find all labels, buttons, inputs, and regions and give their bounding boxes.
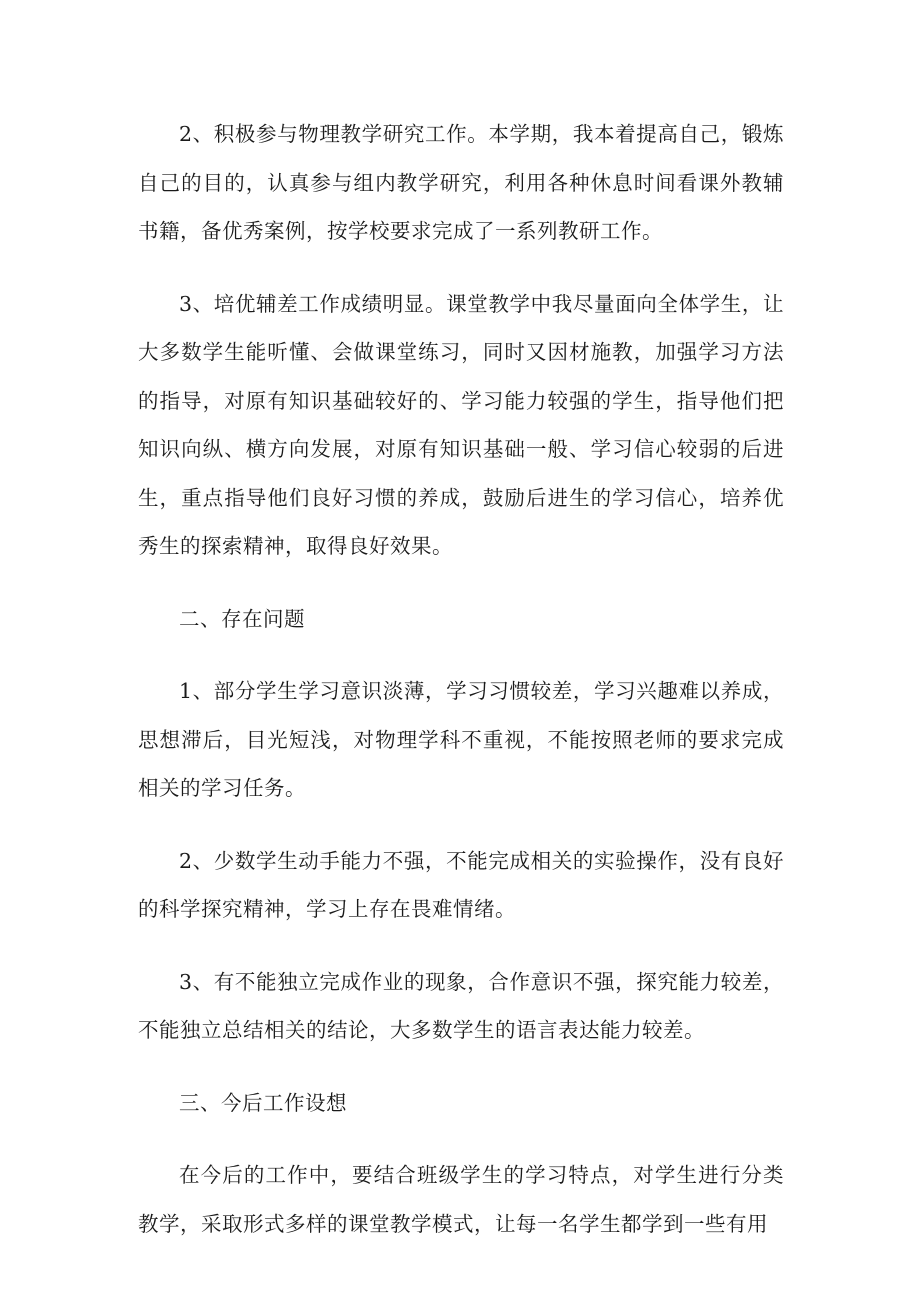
paragraph-problem-3: 3、有不能独立完成作业的现象，合作意识不强，探究能力较差，不能独立总结相关的结论，大多数学生的语言表达能力较差。 (138, 969, 784, 1042)
paragraph-problem-1: 1、部分学生学习意识淡薄，学习习惯较差，学习兴趣难以养成，思想滞后，目光短浅，对物理学科不重视，不能按照老师的要求完成相关的学习任务。 (138, 679, 784, 800)
paragraph-problem-2: 2、少数学生动手能力不强，不能完成相关的实验操作，没有良好的科学探究精神，学习上存在畏难情绪。 (138, 848, 784, 921)
paragraph-research-work: 2、积极参与物理教学研究工作。本学期，我本着提高自己，锻炼自己的目的，认真参与组内教学研究，利用各种休息时间看课外教辅书籍，备优秀案例，按学校要求完成了一系列教研工作。 (138, 122, 784, 243)
section-heading-future-plans: 三、今后工作设想 (179, 1090, 347, 1115)
section-heading-problems: 二、存在问题 (179, 606, 305, 631)
paragraph-tutoring-results: 3、培优辅差工作成绩明显。课堂教学中我尽量面向全体学生，让大多数学生能听懂、会做课堂练习，同时又因材施教，加强学习方法的指导，对原有知识基础较好的、学习能力较强的学生，指导他们把知识向纵、横方向发展，对原有知识基础一般、学习信心较弱的后进生，重点指导他们良好习惯的养成，鼓励后进生的学习信心，培养优秀生的探索精神，取得良好效果。 (138, 291, 784, 558)
paragraph-future-plans: 在今后的工作中，要结合班级学生的学习特点，对学生进行分类教学，采取形式多样的课堂教学模式，让每一名学生都学到一些有用 (138, 1163, 784, 1236)
document-page (138, 110, 784, 1272)
